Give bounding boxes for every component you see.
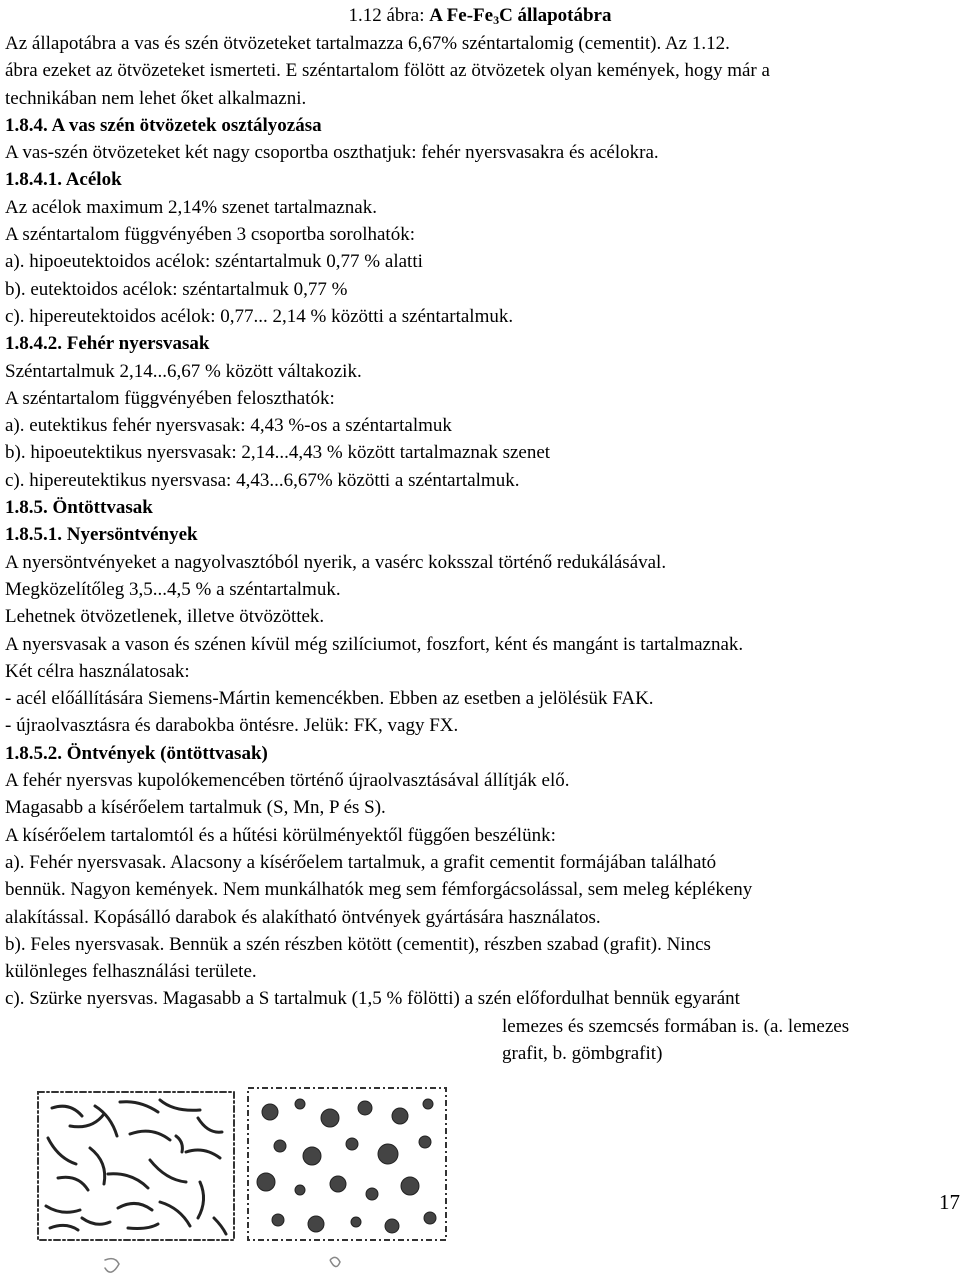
figure-caption (0, 4, 960, 28)
text-line: Az acélok maximum 2,14% szenet tartalmaznak. (5, 196, 377, 218)
text-line: technikában nem lehet őket alkalmazni. (5, 87, 307, 109)
text-line: A széntartalom függvényében feloszthatók: (5, 387, 335, 409)
section-heading: 1.8.4.1. Acélok (5, 169, 122, 191)
text-line: Megközelítőleg 3,5...4,5 % a széntartalmuk. (5, 578, 341, 600)
text-line: a). eutektikus fehér nyersvasak: 4,43 %-os a széntartalmuk (5, 415, 452, 437)
text-line: a). hipoeutektoidos acélok: széntartalmuk 0,77 % alatti (5, 251, 423, 273)
text-line: A nyersvasak a vason és szénen kívül még szilíciumot, foszfort, ként és mangánt is tartalmaznak. (5, 633, 744, 655)
text-line: ábra ezeket az ötvözeteket ismerteti. E széntartalom fölött az ötvözetek olyan kemények, hogy már a (5, 60, 770, 82)
caption-prefix: 1.12 ábra: (348, 5, 430, 26)
text-line: A nyersöntvényeket a nagyolvasztóból nyerik, a vasérc koksszal történő redukálásával. (5, 551, 667, 573)
text-line: Az állapotábra a vas és szén ötvözeteket tartalmazza 6,67% széntartalomig (cementit). Az 1.12. (5, 33, 730, 54)
text-line: lemezes és szemcsés formában is. (a. lemezes (502, 1015, 850, 1037)
text-line: b). Feles nyersvasak. Bennük a szén részben kötött (cementit), részben szabad (grafit). Nincs (5, 933, 711, 955)
figure-b-nodular-graphite (248, 1088, 446, 1267)
section-heading: 1.8.5.2. Öntvények (öntöttvasak) (5, 742, 268, 764)
text-line: Magasabb a kísérőelem tartalmuk (S, Mn, P és S). (5, 797, 386, 819)
text-line: c). Szürke nyersvas. Magasabb a S tartalmuk (1,5 % fölötti) a szén előfordulhat bennük egyaránt (5, 988, 740, 1010)
section-heading: 1.8.4.2. Fehér nyersvasak (5, 333, 210, 355)
section-heading: 1.8.5. Öntöttvasak (5, 497, 153, 519)
section-heading: 1.8.5.1. Nyersöntvények (5, 524, 198, 546)
body-text (5, 30, 955, 1067)
page-number: 17 (939, 1190, 960, 1214)
text-line: a). Fehér nyersvasak. Alacsony a kísérőelem tartalmuk, a grafit cementit formájában található (5, 851, 717, 873)
text-line: c). hipereutektikus nyersvasa: 4,43...6,67% közötti a széntartalmuk. (5, 469, 520, 491)
text-line: A vas-szén ötvözeteket két nagy csoportba oszthatjuk: fehér nyersvasakra és acélokra. (5, 142, 659, 164)
text-line: bennük. Nagyon kemények. Nem munkálhatók meg sem fémforgácsolással, sem meleg képlékeny (5, 879, 753, 901)
text-line: különleges felhasználási területe. (5, 961, 257, 983)
text-line: Széntartalmuk 2,14...6,67 % között váltakozik. (5, 360, 362, 382)
text-line: A széntartalom függvényében 3 csoportba sorolhatók: (5, 224, 415, 246)
caption-title-a: A Fe-Fe (429, 5, 494, 26)
text-line: Két célra használatosak: (5, 660, 190, 682)
text-line: b). eutektoidos acélok: széntartalmuk 0,77 % (5, 278, 348, 300)
microstructure-figures (0, 1078, 520, 1288)
section-heading: 1.8.4. A vas szén ötvözetek osztályozása (5, 114, 322, 136)
text-line: c). hipereutektoidos acélok: 0,77... 2,14 % közötti a széntartalmuk. (5, 305, 514, 327)
text-line: A fehér nyersvas kupolókemencében történő újraolvasztásával állítják elő. (5, 770, 570, 792)
text-line: - újraolvasztásra és darabokba öntésre. Jelük: FK, vagy FX. (5, 715, 459, 737)
text-line: Lehetnek ötvözetlenek, illetve ötvözöttek. (5, 606, 325, 628)
text-line: grafit, b. gömbgrafit) (502, 1042, 663, 1064)
figure-a-lamellar-graphite (38, 1092, 234, 1272)
caption-subscript: 3 (493, 13, 500, 27)
text-line: - acél előállítására Siemens-Mártin kemencékben. Ebben az esetben a jelölésük FAK. (5, 688, 654, 710)
caption-title-b: C állapotábra (499, 5, 612, 26)
text-line: b). hipoeutektikus nyersvasak: 2,14...4,43 % között tartalmaznak szenet (5, 442, 551, 464)
text-line: A kísérőelem tartalomtól és a hűtési körülményektől függően beszélünk: (5, 824, 556, 846)
text-line: alakítással. Kopásálló darabok és alakítható öntvények gyártására használatos. (5, 906, 601, 928)
